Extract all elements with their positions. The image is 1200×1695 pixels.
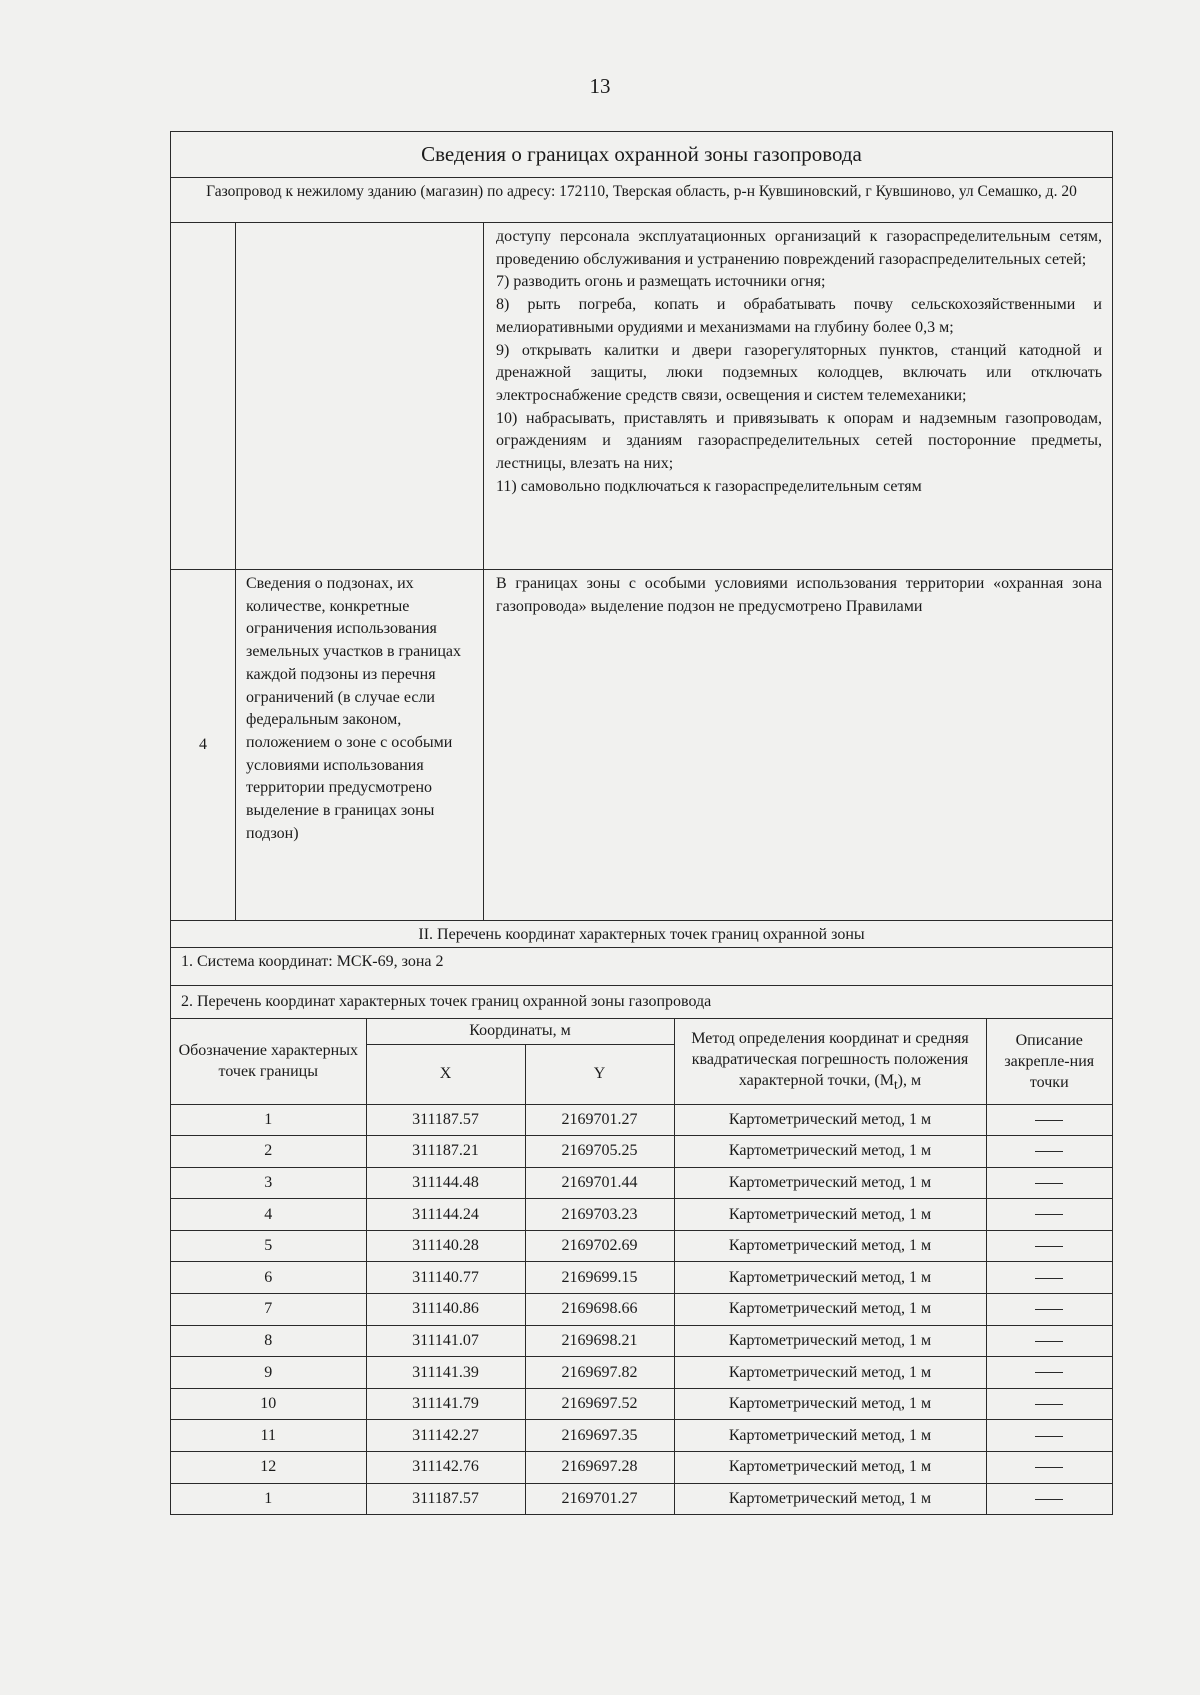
table-row: [171, 1357, 1112, 1389]
y-cell: 2169699.15: [525, 1262, 674, 1294]
y-cell: 2169698.66: [525, 1294, 674, 1326]
header-method-tail: характерной точки, (M: [738, 1071, 894, 1089]
x-cell: 311140.77: [366, 1262, 525, 1294]
description-cell: [986, 1452, 1112, 1484]
description-cell: [986, 1136, 1112, 1168]
x-cell: 311141.07: [366, 1325, 525, 1357]
description-cell: [986, 1483, 1112, 1514]
dash-mark: [1035, 1309, 1063, 1310]
point-cell: 3: [171, 1167, 366, 1199]
description-cell: [986, 1262, 1112, 1294]
x-cell: 311144.24: [366, 1199, 525, 1231]
dash-mark: [1035, 1183, 1063, 1184]
y-cell: 2169702.69: [525, 1230, 674, 1262]
description-cell: [986, 1294, 1112, 1326]
x-cell: 311144.48: [366, 1167, 525, 1199]
header-method-unit: ), м: [897, 1071, 922, 1089]
y-cell: 2169697.52: [525, 1388, 674, 1420]
header-coordinates: Координаты, м: [366, 1019, 674, 1044]
point-cell: 1: [171, 1104, 366, 1136]
header-method-subscript: t: [893, 1076, 898, 1092]
coordinates-list-title: 2. Перечень координат характерных точек границ охранной зоны газопровода: [171, 986, 1112, 1019]
point-cell: 1: [171, 1483, 366, 1514]
restriction-paragraph: 11) самовольно подключаться к газораспределительным сетям: [496, 477, 922, 495]
table-row: [171, 1136, 1112, 1168]
table-row: [171, 1388, 1112, 1420]
dash-mark: [1035, 1246, 1063, 1247]
section-2-title: II. Перечень координат характерных точек границ охранной зоны: [171, 921, 1112, 948]
table-row: [171, 1230, 1112, 1262]
x-cell: 311187.57: [366, 1104, 525, 1136]
dash-mark: [1035, 1278, 1063, 1279]
x-cell: 311141.79: [366, 1388, 525, 1420]
restriction-paragraph: 7) разводить огонь и размещать источники огня;: [496, 273, 826, 291]
point-cell: 11: [171, 1420, 366, 1452]
y-cell: 2169697.82: [525, 1357, 674, 1389]
method-cell: Картометрический метод, 1 м: [674, 1199, 986, 1231]
table-row: [171, 1167, 1112, 1199]
x-cell: 311142.76: [366, 1452, 525, 1484]
restrictions-text: [484, 223, 1112, 569]
point-cell: 7: [171, 1294, 366, 1326]
method-cell: Картометрический метод, 1 м: [674, 1388, 986, 1420]
description-cell: [986, 1199, 1112, 1231]
header-description: Описание закрепле-ния точки: [986, 1019, 1112, 1104]
table-row: [171, 1452, 1112, 1484]
restriction-paragraph: 10) набрасывать, приставлять и привязывать к опорам и надземным газопроводам, ограждениям и зданиям газораспределительных сетей посторонние предметы, лестницы, влезать на них;: [496, 409, 1102, 473]
method-cell: Картометрический метод, 1 м: [674, 1167, 986, 1199]
coordinates-table: [171, 1019, 1112, 1514]
page-number: 13: [589, 74, 611, 98]
method-cell: Картометрический метод, 1 м: [674, 1294, 986, 1326]
x-cell: 311140.86: [366, 1294, 525, 1326]
point-cell: 2: [171, 1136, 366, 1168]
description-cell: [986, 1420, 1112, 1452]
y-cell: 2169701.44: [525, 1167, 674, 1199]
header-point-designation: Обозначение характерных точек границы: [171, 1019, 366, 1104]
y-cell: 2169701.27: [525, 1104, 674, 1136]
x-cell: 311187.21: [366, 1136, 525, 1168]
method-cell: Картометрический метод, 1 м: [674, 1325, 986, 1357]
header-method-text: Метод определения координат и средняя квадратическая погрешность положения: [691, 1029, 969, 1068]
description-cell: [986, 1325, 1112, 1357]
dash-mark: [1035, 1499, 1063, 1500]
header-method: [674, 1019, 986, 1104]
header-y: Y: [525, 1044, 674, 1104]
description-cell: [986, 1230, 1112, 1262]
point-cell: 5: [171, 1230, 366, 1262]
table-row: [171, 1262, 1112, 1294]
description-cell: [986, 1388, 1112, 1420]
zone-boundary-table: [170, 131, 1113, 1515]
dash-mark: [1035, 1404, 1063, 1405]
y-cell: 2169697.28: [525, 1452, 674, 1484]
table-row: [171, 1294, 1112, 1326]
table-row: [171, 1199, 1112, 1231]
point-cell: 10: [171, 1388, 366, 1420]
point-cell: 8: [171, 1325, 366, 1357]
y-cell: 2169703.23: [525, 1199, 674, 1231]
y-cell: 2169701.27: [525, 1483, 674, 1514]
restriction-paragraph: доступу персонала эксплуатационных организаций к газораспределительным сетям, проведению обслуживания и устранению повреждений газораспределительных сетей;: [496, 228, 1102, 268]
method-cell: Картометрический метод, 1 м: [674, 1104, 986, 1136]
document-title: Сведения о границах охранной зоны газопровода: [171, 132, 1112, 178]
subzones-row: [171, 570, 1112, 921]
point-cell: 4: [171, 1199, 366, 1231]
restriction-paragraph: 9) открывать калитки и двери газорегуляторных пунктов, станций катодной и дренажной защиты, люки подземных колодцев, включать или отключать электроснабжение средств связи, освещения и систем телемеханики;: [496, 341, 1102, 404]
x-cell: 311187.57: [366, 1483, 525, 1514]
point-cell: 6: [171, 1262, 366, 1294]
point-cell: 9: [171, 1357, 366, 1389]
dash-mark: [1035, 1151, 1063, 1152]
restrictions-row-continued: [171, 223, 1112, 570]
row-number-cell: [171, 223, 236, 569]
table-row: [171, 1325, 1112, 1357]
y-cell: 2169705.25: [525, 1136, 674, 1168]
method-cell: Картометрический метод, 1 м: [674, 1262, 986, 1294]
method-cell: Картометрический метод, 1 м: [674, 1483, 986, 1514]
table-row: [171, 1420, 1112, 1452]
dash-mark: [1035, 1467, 1063, 1468]
description-cell: [986, 1104, 1112, 1136]
method-cell: Картометрический метод, 1 м: [674, 1230, 986, 1262]
method-cell: Картометрический метод, 1 м: [674, 1420, 986, 1452]
method-cell: Картометрический метод, 1 м: [674, 1357, 986, 1389]
subzones-row-text: В границах зоны с особыми условиями использования территории «охранная зона газопровода» выделение подзон не предусмотрено Правилами: [496, 575, 1102, 615]
description-cell: [986, 1167, 1112, 1199]
dash-mark: [1035, 1214, 1063, 1215]
restriction-paragraph: 8) рыть погреба, копать и обрабатывать почву сельскохозяйственными и мелиоративными орудиями и механизмами на глубину более 0,3 м;: [496, 296, 1102, 336]
y-cell: 2169698.21: [525, 1325, 674, 1357]
subzones-row-number: 4: [171, 570, 236, 920]
table-row: [171, 1104, 1112, 1136]
x-cell: 311142.27: [366, 1420, 525, 1452]
object-address: Газопровод к нежилому зданию (магазин) по адресу: 172110, Тверская область, р-н Кувшиновский, г Кувшиново, ул Семашко, д. 20: [171, 178, 1112, 223]
row-name-cell: [236, 223, 484, 569]
point-cell: 12: [171, 1452, 366, 1484]
y-cell: 2169697.35: [525, 1420, 674, 1452]
subzones-row-name: Сведения о подзонах, их количестве, конкретные ограничения использования земельных участков в границах каждой подзоны из перечня ограничений (в случае если федеральным законом, положением о зоне с особыми условиями использования территории предусмотрено выделение в границах зоны подзон): [236, 570, 484, 920]
table-row: [171, 1483, 1112, 1514]
x-cell: 311140.28: [366, 1230, 525, 1262]
method-cell: Картометрический метод, 1 м: [674, 1136, 986, 1168]
x-cell: 311141.39: [366, 1357, 525, 1389]
dash-mark: [1035, 1120, 1063, 1121]
header-x: X: [366, 1044, 525, 1104]
dash-mark: [1035, 1436, 1063, 1437]
coordinate-system: 1. Система координат: МСК-69, зона 2: [171, 948, 1112, 986]
dash-mark: [1035, 1341, 1063, 1342]
dash-mark: [1035, 1372, 1063, 1373]
method-cell: Картометрический метод, 1 м: [674, 1452, 986, 1484]
description-cell: [986, 1357, 1112, 1389]
